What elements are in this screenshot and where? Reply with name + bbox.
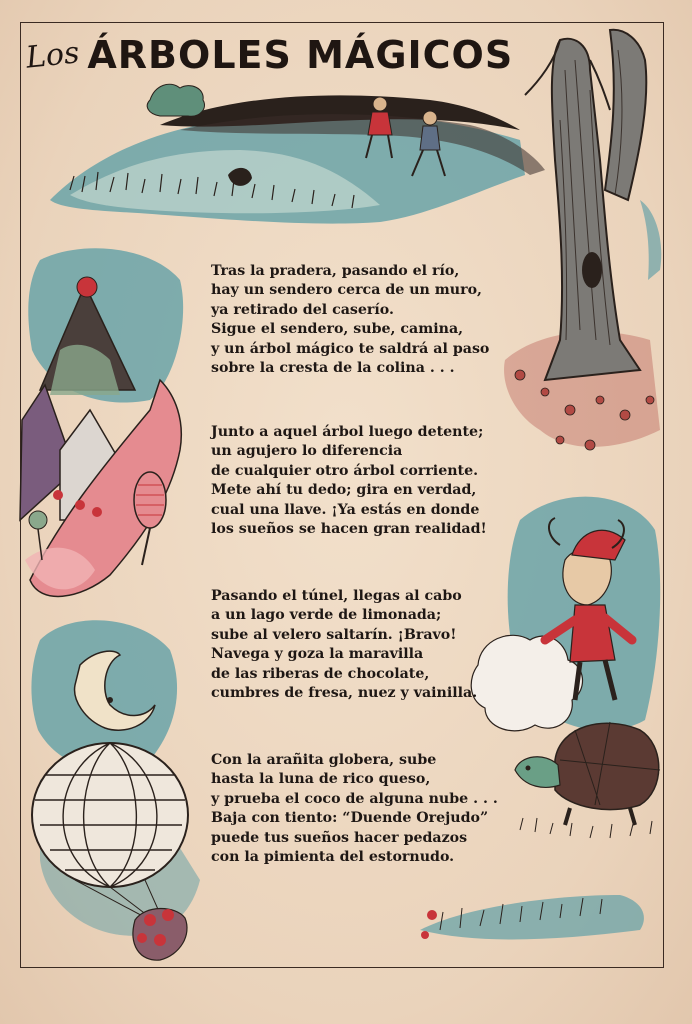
verse-line: Tras la pradera, pasando el río, [211, 263, 460, 279]
verse-line: de las riberas de chocolate, [211, 665, 430, 682]
verse-line: Con la arañita globera, sube [211, 752, 437, 768]
verse-line: cual una llave. ¡Ya estás en donde [211, 501, 480, 518]
stanza-1 [211, 262, 501, 378]
verse-line: con la pimienta del estornudo. [211, 849, 455, 866]
verse-line: cumbres de fresa, nuez y vainilla. [211, 685, 478, 702]
verse-line: sube al velero saltarín. ¡Bravo! [211, 626, 457, 643]
stanza-4 [211, 751, 501, 867]
verse-line: Sigue el sendero, sube, camina, [211, 321, 464, 338]
title-prefix: Los [24, 35, 82, 76]
verse-line: a un lago verde de limonada; [211, 607, 442, 624]
verse-line: y un árbol mágico te saldrá al paso [211, 340, 490, 357]
verse-line: ya retirado del caserío. [211, 301, 394, 318]
verse-line: Junto a aquel árbol luego detente; [211, 424, 484, 440]
stanza-3 [211, 587, 501, 703]
verse-line: Baja con tiento: “Duende Orejudo” [211, 810, 489, 827]
verse-line: hasta la luna de rico queso, [211, 771, 431, 788]
verse-line: Pasando el túnel, llegas al cabo [211, 588, 462, 604]
verse-line: de cualquier otro árbol corriente. [211, 462, 479, 479]
verse-line: y prueba el coco de alguna nube . . . [211, 790, 498, 807]
verse-line: puede tus sueños hacer pedazos [211, 829, 468, 846]
verse-line: hay un sendero cerca de un muro, [211, 282, 482, 299]
verse-line: Navega y goza la maravilla [211, 646, 424, 663]
verse-line: sobre la cresta de la colina . . . [211, 360, 455, 377]
verse-line: Mete ahí tu dedo; gira en verdad, [211, 482, 477, 499]
title-main: ÁRBOLES MÁGICOS [87, 33, 514, 77]
verse-line: un agujero lo diferencia [211, 443, 403, 460]
verse-line: los sueños se hacen gran realidad! [211, 521, 487, 538]
stanza-2 [211, 423, 501, 539]
